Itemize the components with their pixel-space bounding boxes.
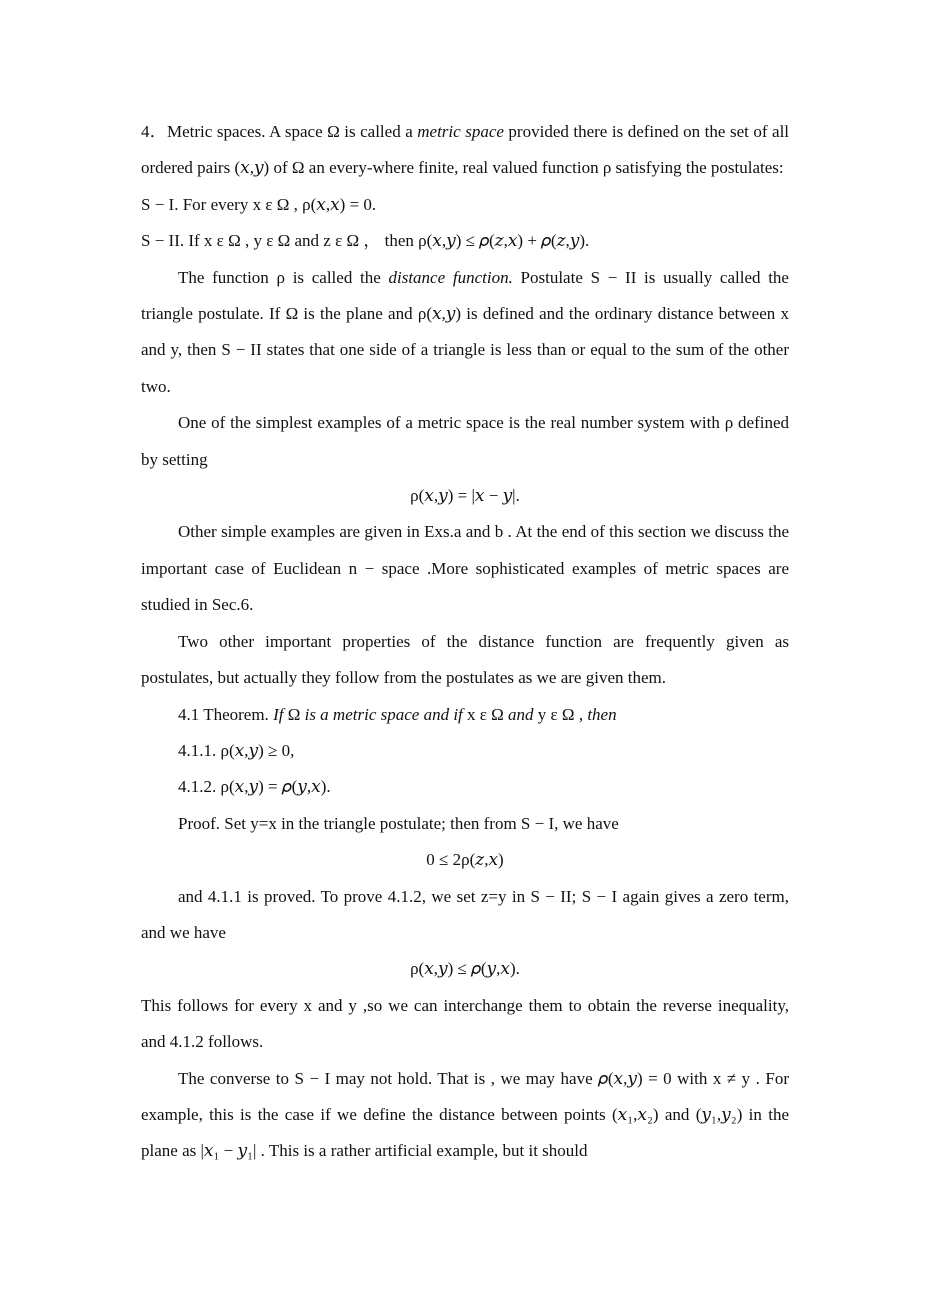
- paragraph-converse: The converse to S − I may not hold. That is , we may have 𝜌(𝑥,𝑦) = 0 with x ≠ y . For example, this is the case if we define the distance between points (𝑥₁,𝑥₂) and (𝑦₁,𝑦₂) in the plane as |𝑥₁ − 𝑦₁| . This is a rather artificial example, but it should: [141, 1068, 789, 1161]
- paragraph-proof-continued: and 4.1.1 is proved. To prove 4.1.2, we set z=y in S − II; S − I again gives a zero term, and we have: [141, 886, 789, 942]
- theorem-item-4-1-1: 4.1.1. ρ(𝑥,𝑦) ≥ 0,: [178, 740, 295, 760]
- paragraph-properties: Two other important properties of the distance function are frequently given as postulates, but actually they follow from the postulates as we are given them.: [141, 631, 789, 688]
- paragraph-metric-spaces: 4．Metric spaces. A space Ω is called a metric space provided there is defined on the set of all ordered pairs (𝑥,𝑦) of Ω an every-where finite, real valued function ρ satisfying the postulates:: [141, 122, 790, 178]
- equation-absolute-distance: ρ(𝑥,𝑦) = |𝑥 − 𝑦|.: [410, 486, 520, 506]
- paragraph-other-examples: Other simple examples are given in Exs.a and b . At the end of this section we discuss the important case of Euclidean n − space .More sophisticated examples of metric spaces are studied in Sec.6.: [141, 522, 789, 615]
- term-distance-function: distance function.: [388, 267, 513, 287]
- equation-zero-leq: 0 ≤ 2ρ(𝑧,𝑥): [426, 850, 504, 870]
- paragraph-interchange: This follows for every x and y ,so we can interchange them to obtain the reverse inequality, and 4.1.2 follows.: [141, 995, 789, 1052]
- term-metric-space: metric space: [417, 122, 504, 141]
- theorem-item-4-1-2: 4.1.2. ρ(𝑥,𝑦) = 𝜌(𝑦,𝑥).: [178, 777, 331, 797]
- postulate-s2: S − II. If x ε Ω , y ε Ω and z ε Ω ， then ρ(𝑥,𝑦) ≤ 𝜌(𝑧,𝑥) + 𝜌(𝑧,𝑦).: [141, 231, 590, 251]
- equation-symmetry: ρ(𝑥,𝑦) ≤ 𝜌(𝑦,𝑥).: [410, 959, 520, 979]
- document-page: [141, 114, 789, 1170]
- paragraph-simplest-example: One of the simplest examples of a metric space is the real number system with ρ defined by setting: [141, 413, 789, 469]
- postulate-s1: S − I. For every x ε Ω , ρ(𝑥,𝑥) = 0.: [141, 194, 377, 214]
- paragraph-distance-function: The function ρ is called the distance function. Postulate S − II is usually called the triangle postulate. If Ω is the plane and ρ(𝑥,𝑦) is defined and the ordinary distance between x and y, then S − II states that one side of a triangle is less than or equal to the sum of the other two.: [141, 267, 789, 396]
- theorem-4-1: 4.1 Theorem. If Ω is a metric space and if x ε Ω and y ε Ω , then: [178, 704, 617, 724]
- proof-start: Proof. Set y=x in the triangle postulate; then from S − I, we have: [178, 813, 619, 833]
